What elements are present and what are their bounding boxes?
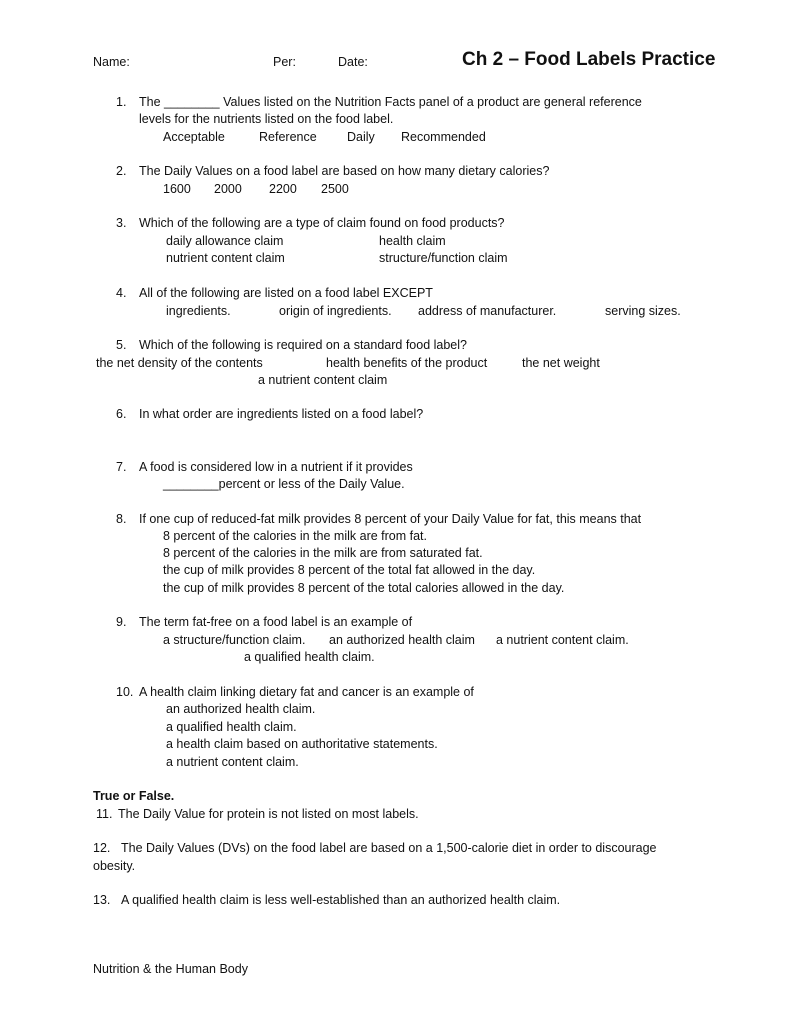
answer-option: 2000	[214, 182, 242, 196]
answer-option: Reference	[259, 130, 317, 144]
footer-text: Nutrition & the Human Body	[93, 962, 248, 976]
question-number: 3.	[116, 216, 127, 230]
question-text: The Daily Values (DVs) on the food label are based on a 1,500-calorie diet in order to discourage	[121, 841, 657, 855]
question-text: Which of the following are a type of claim found on food products?	[139, 216, 505, 230]
date-label: Date:	[338, 55, 368, 69]
question-text: ________percent or less of the Daily Value.	[163, 477, 405, 491]
question-number: 1.	[116, 95, 127, 109]
answer-option: an authorized health claim.	[166, 702, 316, 716]
per-label: Per:	[273, 55, 296, 69]
answer-option: the net weight	[522, 356, 600, 370]
answer-option: 1600	[163, 182, 191, 196]
answer-option: the net density of the contents	[96, 356, 263, 370]
question-text: obesity.	[93, 859, 136, 873]
question-number: 5.	[116, 338, 127, 352]
question-text: The Daily Values on a food label are based on how many dietary calories?	[139, 164, 550, 178]
answer-option: a structure/function claim.	[163, 633, 306, 647]
answer-option: the cup of milk provides 8 percent of the total fat allowed in the day.	[163, 563, 536, 577]
question-number: 4.	[116, 286, 127, 300]
answer-option: 8 percent of the calories in the milk are from saturated fat.	[163, 546, 483, 560]
page-title: Ch 2 – Food Labels Practice	[462, 49, 716, 70]
answer-option: a nutrient content claim	[258, 373, 388, 387]
question-text: In what order are ingredients listed on a food label?	[139, 407, 424, 421]
question-number: 12.	[93, 841, 111, 855]
question-number: 6.	[116, 407, 127, 421]
answer-option: Acceptable	[163, 130, 225, 144]
question-text: The Daily Value for protein is not listed on most labels.	[118, 807, 419, 821]
question-text: A food is considered low in a nutrient if it provides	[139, 460, 413, 474]
question-text: A qualified health claim is less well-established than an authorized health claim.	[121, 893, 561, 907]
question-number: 8.	[116, 512, 127, 526]
question-number: 13.	[93, 893, 111, 907]
question-text: levels for the nutrients listed on the food label.	[139, 112, 394, 126]
answer-option: address of manufacturer.	[418, 304, 557, 318]
answer-option: 2500	[321, 182, 349, 196]
question-number: 11.	[96, 807, 113, 821]
true-false-heading: True or False.	[93, 789, 175, 803]
answer-option: structure/function claim	[379, 251, 508, 265]
question-number: 2.	[116, 164, 127, 178]
answer-option: 2200	[269, 182, 297, 196]
answer-option: a nutrient content claim.	[166, 755, 299, 769]
answer-option: origin of ingredients.	[279, 304, 392, 318]
question-text: A health claim linking dietary fat and cancer is an example of	[139, 685, 474, 699]
answer-option: health claim	[379, 234, 446, 248]
answer-option: ingredients.	[166, 304, 231, 318]
question-number: 10.	[116, 685, 134, 699]
answer-option: a nutrient content claim.	[496, 633, 629, 647]
answer-option: the cup of milk provides 8 percent of the total calories allowed in the day.	[163, 581, 565, 595]
question-text: The term fat-free on a food label is an example of	[139, 615, 413, 629]
question-number: 9.	[116, 615, 127, 629]
question-number: 7.	[116, 460, 127, 474]
question-text: Which of the following is required on a standard food label?	[139, 338, 467, 352]
answer-option: a qualified health claim.	[244, 650, 375, 664]
answer-option: daily allowance claim	[166, 234, 284, 248]
answer-option: 8 percent of the calories in the milk are from fat.	[163, 529, 428, 543]
question-text: All of the following are listed on a food label EXCEPT	[139, 286, 433, 300]
name-label: Name:	[93, 55, 130, 69]
answer-option: nutrient content claim	[166, 251, 285, 265]
question-text: If one cup of reduced-fat milk provides 8 percent of your Daily Value for fat, this means that	[139, 512, 642, 526]
question-text: The ________ Values listed on the Nutrition Facts panel of a product are general reference	[139, 95, 642, 109]
answer-option: Daily	[347, 130, 375, 144]
answer-option: Recommended	[401, 130, 486, 144]
answer-option: a qualified health claim.	[166, 720, 297, 734]
answer-option: a health claim based on authoritative statements.	[166, 737, 438, 751]
answer-option: an authorized health claim	[329, 633, 475, 647]
answer-option: serving sizes.	[605, 304, 681, 318]
answer-option: health benefits of the product	[326, 356, 488, 370]
